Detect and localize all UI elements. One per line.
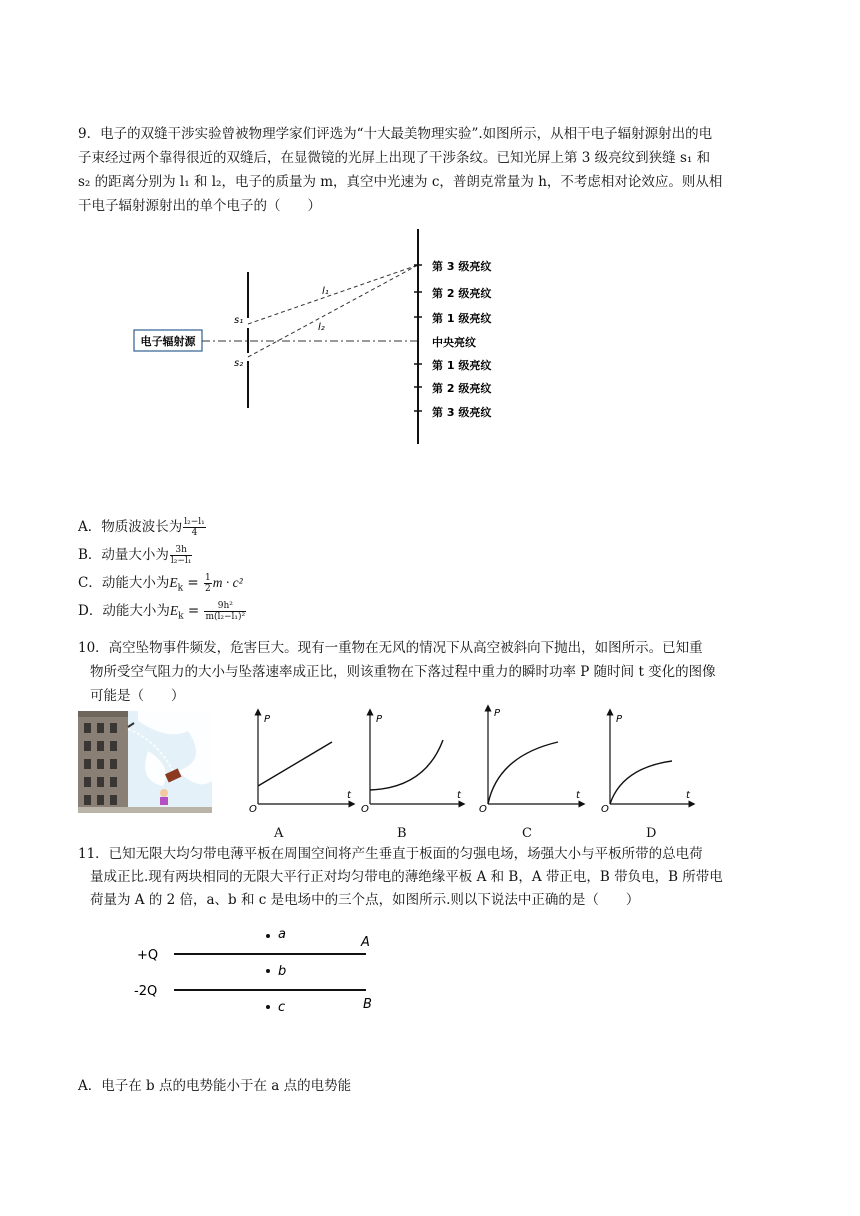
svg-text:t: t: [576, 790, 580, 801]
q11-option-a[interactable]: A．电子在 b 点的电势能小于在 a 点的电势能: [78, 1078, 352, 1094]
svg-text:t: t: [686, 790, 690, 801]
point-b-label: b: [278, 964, 287, 979]
q9-option-a[interactable]: A．物质波波长为 $\frac{\text{l₂−l₁}}{4}$: [78, 517, 205, 538]
plate-a-label: A: [361, 935, 370, 950]
charge-a-label: +Q: [137, 948, 159, 963]
point-b-dot: [266, 969, 270, 973]
q9-line-1: 9．电子的双缝干涉实验曾被物理学家们评选为“十大最美物理实验”.如图所示，从相干电子辐射源射出的电: [78, 126, 713, 142]
fringe-label: 第 1 级亮纹: [432, 312, 492, 325]
q10-line-1: 10．高空坠物事件频发，危害巨大。现有一重物在无风的情况下从高空被斜向下抛出，如图所示。已知重: [78, 640, 703, 656]
ray-l2: [248, 265, 418, 357]
graph-label-a[interactable]: A: [274, 826, 284, 841]
point-a-label: a: [278, 927, 286, 942]
fringe-label: 第 3 级亮纹: [432, 406, 492, 419]
q11-line-3: 荷量为 A 的 2 倍，a、b 和 c 是电场中的三个点，如图所示.则以下说法中正确的是（ ）: [90, 892, 640, 908]
svg-text:O: O: [249, 804, 257, 815]
q9-option-d[interactable]: D．动能大小为$E_k$ = $\frac{\text{9h²}}{\text{m(l₂−l₁)²}}$: [78, 601, 246, 622]
svg-text:O: O: [601, 804, 609, 815]
q9-option-b[interactable]: B．动量大小为 $\frac{3h}{\text{l₂−l₁}}$: [78, 545, 192, 566]
plate-b-label: B: [363, 997, 372, 1012]
charge-b-label: -2Q: [134, 984, 158, 999]
l1-label: l₁: [322, 286, 329, 297]
q9-option-c[interactable]: C．动能大小为$E_k$ = $\frac{1}{2}$ m · c²: [78, 573, 243, 594]
q9-line-4: 干电子辐射源射出的单个电子的（ ）: [78, 198, 321, 214]
graph-d: [601, 712, 692, 815]
source-label: 电子辐射源: [140, 335, 196, 348]
q9-line-2: 子束经过两个靠得很近的双缝后，在显微镜的光屏上出现了干涉条纹。已知光屏上第 3 级亮纹到狭缝 s₁ 和: [78, 150, 711, 166]
graph-label-c[interactable]: C: [522, 826, 532, 841]
svg-text:P: P: [616, 714, 623, 725]
falling-object-illustration: [78, 711, 212, 813]
point-a-dot: [266, 934, 270, 938]
double-slit-diagram: [0, 0, 860, 460]
svg-text:P: P: [494, 708, 501, 719]
svg-text:P: P: [264, 714, 271, 725]
fringe-label: 第 2 级亮纹: [432, 287, 492, 300]
fringe-label: 中央亮纹: [432, 336, 476, 349]
s1-label: s₁: [234, 315, 244, 326]
ray-l1: [248, 265, 418, 324]
graph-a: [249, 712, 352, 815]
fraction: $\frac{1}{2}$: [204, 573, 211, 594]
power-time-graphs: [240, 704, 700, 816]
svg-text:t: t: [347, 790, 351, 801]
l2-label: l₂: [318, 322, 325, 333]
svg-text:O: O: [361, 804, 369, 815]
graph-label-b[interactable]: B: [397, 826, 407, 841]
fringe-label: 第 3 级亮纹: [432, 260, 492, 273]
fringe-label: 第 2 级亮纹: [432, 382, 492, 395]
graph-label-d[interactable]: D: [646, 826, 657, 841]
graph-b: [361, 712, 462, 815]
q11-line-2: 量成正比.现有两块相同的无限大平行正对均匀带电的薄绝缘平板 A 和 B，A 带正电，B 带负电，B 所带电: [90, 869, 723, 885]
point-c-dot: [266, 1005, 270, 1009]
q9-line-3: s₂ 的距离分别为 l₁ 和 l₂，电子的质量为 m，真空中光速为 c，普朗克常量为 h，不考虑相对论效应。则从相: [78, 174, 723, 190]
fraction: $\frac{\text{9h²}}{\text{m(l₂−l₁)²}}$: [205, 601, 246, 622]
point-c-label: c: [278, 1000, 286, 1015]
q10-line-3: 可能是（ ）: [90, 688, 185, 704]
s2-label: s₂: [234, 358, 244, 369]
fraction: $\frac{\text{l₂−l₁}}{4}$: [184, 517, 205, 538]
graph-c: [479, 708, 582, 815]
fraction: $\frac{3h}{\text{l₂−l₁}}$: [170, 545, 192, 566]
q10-line-2: 物所受空气阻力的大小与坠落速率成正比，则该重物在下落过程中重力的瞬时功率 P 随时间 t 变化的图像: [90, 664, 716, 680]
svg-text:t: t: [457, 790, 461, 801]
fringe-label: 第 1 级亮纹: [432, 359, 492, 372]
parallel-plates-diagram: [120, 920, 400, 1020]
svg-text:O: O: [479, 804, 487, 815]
q11-line-1: 11．已知无限大均匀带电薄平板在周围空间将产生垂直于板面的匀强电场，场强大小与平板所带的总电荷: [78, 846, 703, 862]
svg-text:P: P: [376, 714, 383, 725]
